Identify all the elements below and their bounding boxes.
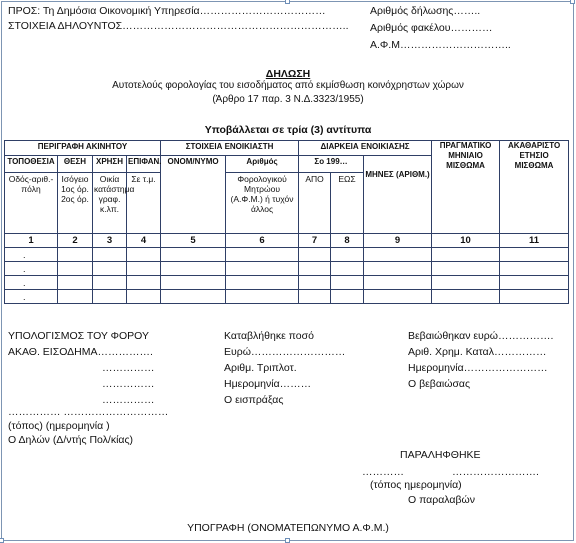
row-marker: . <box>5 262 58 276</box>
afm-field: Α.Φ.Μ………………………….. <box>370 39 511 51</box>
col-area: ΕΠΙΦΑΝ. <box>127 156 161 173</box>
receipt-number-field: Αριθμ. Τριπλοτ. <box>224 362 297 374</box>
declarant-label: ΣΤΟΙΧΕΙΑ ΔΗΛΟΥΝΤΟΣ……………………………………………………….. <box>8 20 349 32</box>
detail-from: ΑΠΟ <box>299 173 331 234</box>
folder-number: Αριθμός φακέλου………… <box>370 22 493 34</box>
col-number: 8 <box>331 234 364 248</box>
resize-handle-top[interactable] <box>285 0 290 4</box>
detail-position: Ισόγειο 1ος όρ. 2ος όρ. <box>58 173 93 234</box>
col-position: ΘΕΣΗ <box>58 156 93 173</box>
col-tax-number: Αριθμός <box>226 156 299 173</box>
table-row <box>5 276 569 290</box>
received-label: ΠΑΡΑΛΗΦΘΗΚΕ <box>400 449 481 461</box>
group-tenant: ΣΤΟΙΧΕΙΑ ΕΝΟΙΚΙΑΣΤΗ <box>161 141 299 156</box>
col-number: 7 <box>299 234 331 248</box>
col-number: 9 <box>364 234 432 248</box>
tax-calculation-title: ΥΠΟΛΟΓΙΣΜΟΣ ΤΟΥ ΦΟΡΟΥ <box>8 330 150 342</box>
col-number: 3 <box>93 234 127 248</box>
gross-income-field: ΑΚΑΘ. ΕΙΣΟΔΗΜΑ……………. <box>8 346 153 358</box>
col-number: 5 <box>161 234 226 248</box>
received-place-dots: ………… <box>362 466 404 478</box>
payment-date-field: Ημερομηνία……… <box>224 378 312 390</box>
row-marker: . <box>5 248 58 262</box>
declaration-number: Αριθμός δήλωσης…….. <box>370 5 481 17</box>
ledger-number-field: Αριθ. Χρημ. Καταλ…………… <box>408 346 547 358</box>
header-gross-annual-rent: ΑΚΑΘΑΡΙΣΤΟ ΕΤΗΣΙΟ ΜΙΣΘΩΜΑ <box>500 141 569 234</box>
certification-date-field: Ημερομηνία…………………… <box>408 362 548 374</box>
place-date-line: …………… ………………………… <box>8 406 169 418</box>
paid-amount-label: Καταβλήθηκε ποσό <box>224 330 314 342</box>
received-place-date-caption: (τόπος ημερομηνία) <box>370 479 462 491</box>
certifier-signatory: Ο βεβαιώσας <box>408 378 471 390</box>
col-months: ΜΗΝΕΣ (ΑΡΙΘΜ.) <box>364 156 432 234</box>
copies-note: Υποβάλλεται σε τρία (3) αντίτυπα <box>204 124 372 136</box>
paid-euro-field: Ευρώ……………………… <box>224 346 346 358</box>
title-line-2: (Άρθρο 17 παρ. 3 Ν.Δ.3323/1955) <box>212 94 364 105</box>
row-marker: . <box>5 276 58 290</box>
recipient-office: ΠΡΟΣ: Τη Δημόσια Οικονομική Υπηρεσία……………………………… <box>8 5 326 17</box>
receiver-signatory: Ο παραλαβών <box>408 494 475 506</box>
page-title: ΔΗΛΩΣΗ <box>265 68 311 80</box>
col-tenant-name: ΟΝΟΜ/ΝΥΜΟ <box>161 156 226 234</box>
col-number: 10 <box>432 234 500 248</box>
col-number: 2 <box>58 234 93 248</box>
detail-location: Οδός-αριθ.-πόλη <box>5 173 58 234</box>
title-line-1: Αυτοτελούς φορολογίας του εισοδήματος από εκμίσθωση κοινόχρηστων χώρων <box>112 80 464 91</box>
col-use: ΧΡΗΣΗ <box>93 156 127 173</box>
group-duration: ΔΙΑΡΚΕΙΑ ΕΝΟΙΚΙΑΣΗΣ <box>299 141 432 156</box>
resize-handle-top-right[interactable] <box>570 0 575 4</box>
declarant-signatory: Ο Δηλών (Δ/ντής Πολ/κίας) <box>8 434 134 446</box>
signature-line: ΥΠΟΓΡΑΦΗ (ΟΝΟΜΑΤΕΠΩΝΥΜΟ Α.Φ.Μ.) <box>187 522 389 534</box>
col-number: 1 <box>5 234 58 248</box>
table-row <box>5 248 569 262</box>
place-date-caption: (τόπος) (ημερομηνία ) <box>8 420 110 432</box>
col-number: 11 <box>500 234 569 248</box>
received-date-dots: ……………………. <box>452 466 539 478</box>
calc-dots-1: …………… <box>102 362 155 374</box>
col-year: Σο 199… <box>299 156 364 173</box>
col-number: 6 <box>226 234 299 248</box>
table-row <box>5 290 569 304</box>
detail-tax-number: Φορολογικού Μητρώου (Α.Φ.Μ.) ή τυχόν άλλος <box>226 173 299 234</box>
group-property: ΠΕΡΙΓΡΑΦΗ ΑΚΙΝΗΤΟΥ <box>5 141 161 156</box>
calc-dots-2: …………… <box>102 378 155 390</box>
col-number: 4 <box>127 234 161 248</box>
row-marker: . <box>5 290 58 304</box>
detail-until: ΕΩΣ <box>331 173 364 234</box>
resize-handle-bottom[interactable] <box>285 538 290 543</box>
calc-dots-3: …………… <box>102 394 155 406</box>
collector-signatory: Ο εισπράξας <box>224 394 284 406</box>
table-row <box>5 262 569 276</box>
certified-euro-field: Βεβαιώθηκαν ευρώ……………. <box>408 330 554 342</box>
detail-area: Σε τ.μ. <box>127 173 161 234</box>
property-table <box>4 140 569 304</box>
col-location: ΤΟΠΟΘΕΣΙΑ <box>5 156 58 173</box>
detail-use: Οικία κατάστημα γραφ. κ.λπ. <box>93 173 127 234</box>
resize-handle-bottom-left[interactable] <box>0 538 4 543</box>
header-actual-monthly-rent: ΠΡΑΓΜΑΤΙΚΟ ΜΗΝΙΑΙΟ ΜΙΣΘΩΜΑ <box>432 141 500 234</box>
